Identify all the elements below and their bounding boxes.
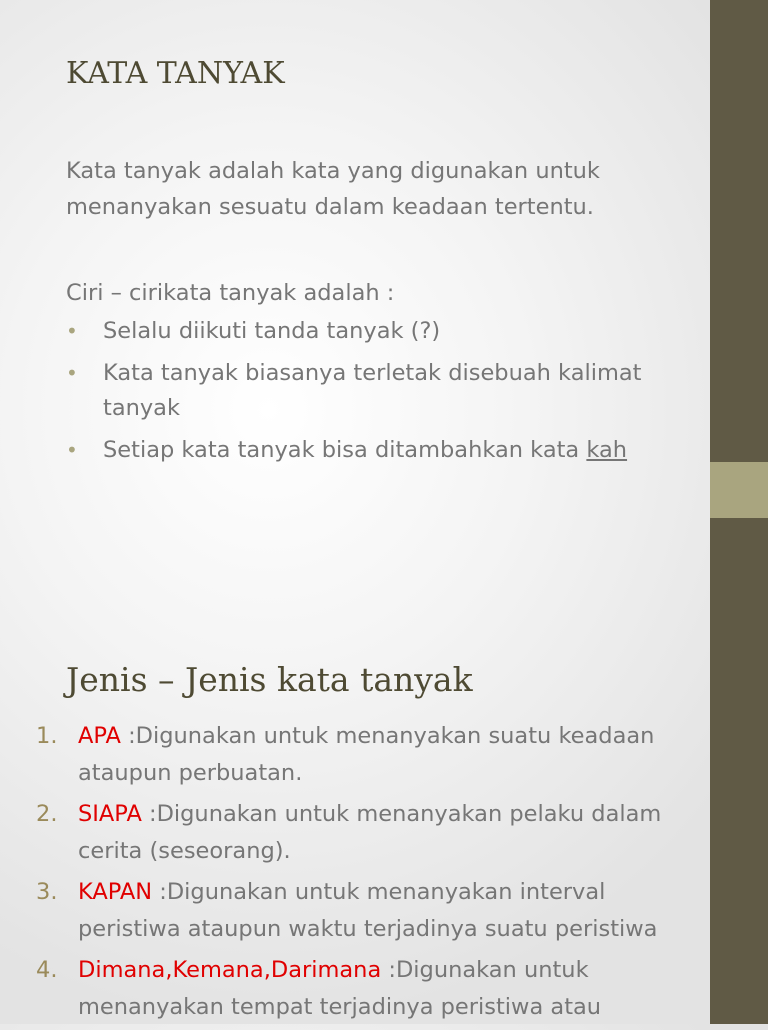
slide-title: KATA TANYAK <box>66 56 285 91</box>
item-keyword: SIAPA <box>78 801 142 827</box>
ciri-bullet-list <box>66 314 676 475</box>
bullet-dot-icon: • <box>66 438 78 462</box>
item-number: 1. <box>36 723 58 749</box>
bullet-item <box>66 356 676 426</box>
item-keyword: KAPAN <box>78 879 153 905</box>
bullet-text: Setiap kata tanyak bisa ditambahkan kata <box>103 437 587 463</box>
item-description: :Digunakan untuk menanyakan suatu keadaan ataupun perbuatan. <box>78 723 655 786</box>
bullet-text: Selalu diikuti tanda tanyak (?) <box>103 318 441 344</box>
jenis-numbered-list <box>36 718 706 1030</box>
item-keyword: Dimana,Kemana,Darimana <box>78 957 382 983</box>
bullet-dot-icon: • <box>66 361 78 385</box>
item-description: :Digunakan untuk menanyakan interval peristiwa ataupun waktu terjadinya suatu peristiwa <box>78 879 658 942</box>
intro-paragraph: Kata tanyak adalah kata yang digunakan untuk menanyakan sesuatu dalam keadaan tertentu. <box>66 158 600 220</box>
item-number: 4. <box>36 957 58 983</box>
ciri-heading: Ciri – cirikata tanyak adalah : <box>66 280 395 306</box>
bullet-item <box>66 433 676 468</box>
list-item <box>36 796 706 870</box>
item-number: 3. <box>36 879 58 905</box>
item-keyword: APA <box>78 723 121 749</box>
list-item <box>36 874 706 948</box>
underlined-word: kah <box>586 437 628 463</box>
item-description: :Digunakan untuk menanyakan tempat terjadinya peristiwa atau <box>78 957 602 1020</box>
item-description: :Digunakan untuk menanyakan pelaku dalam cerita (seseorang). <box>78 801 662 864</box>
bullet-item <box>66 314 676 349</box>
item-number: 2. <box>36 801 58 827</box>
section-title: Jenis – Jenis kata tanyak <box>66 660 473 699</box>
side-bar-accent <box>710 462 768 518</box>
list-item <box>36 718 706 792</box>
list-item <box>36 952 706 1026</box>
bullet-text: Kata tanyak biasanya terletak disebuah kalimat tanyak <box>103 360 642 421</box>
bullet-dot-icon: • <box>66 319 78 343</box>
